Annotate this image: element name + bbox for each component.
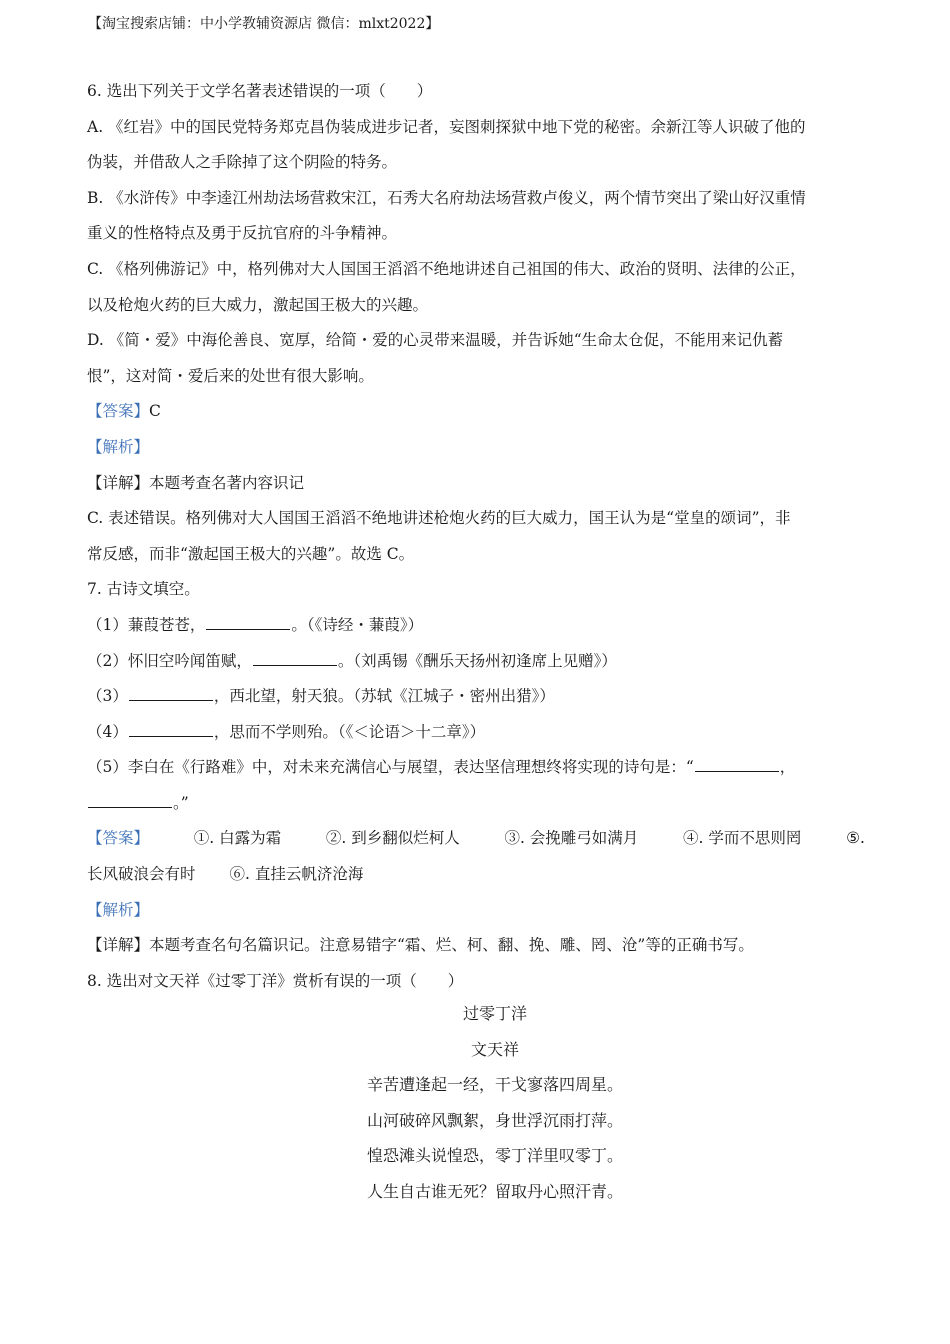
q7-item-5-line1	[87, 751, 867, 787]
q7-item-5-line2	[87, 787, 867, 823]
analysis-label: 【解析】	[87, 437, 150, 456]
fill-blank	[129, 722, 213, 737]
q6-option-a-line2: 伪装，并借敌人之手除掉了这个阴险的特务。	[87, 153, 398, 172]
poem-author: 文天祥	[470, 1039, 519, 1059]
q6-explanation-line2: 常反感，而非“激起国王极大的兴趣”。故选 C。	[87, 544, 415, 563]
q7-item-3	[87, 680, 867, 716]
q7-answer-1: ①. 白露为霜	[193, 829, 282, 848]
analysis-label: 【解析】	[87, 900, 150, 919]
q6-stem: 6. 选出下列关于文学名著表述错误的一项（ ）	[87, 82, 433, 100]
poem-line: 辛苦遭逢起一经，干戈寥落四周星。	[366, 1075, 623, 1095]
fill-blank	[695, 757, 779, 772]
q7-answer-6: ⑥. 直挂云帆济沧海	[229, 865, 364, 884]
q8-stem: 8. 选出对文天祥《过零丁洋》赏析有误的一项（ ）	[87, 971, 464, 990]
q7-item-4-text: ，思而不学则殆。（《＜论语＞十二章》）	[213, 722, 486, 741]
answer-label: 【答案】	[87, 829, 150, 848]
q7-item-1-text: （1）蒹葭苍苍，	[87, 615, 206, 634]
fill-blank	[253, 651, 337, 666]
q7-item-1-source: 。（《诗经・蒹葭》）	[291, 615, 424, 634]
question-content	[87, 75, 867, 1000]
q6-option-b-line1: B. 《水浒传》中李逵江州劫法场营救宋江，石秀大名府劫法场营救卢俊义，两个情节突出了梁山好汉重情	[87, 188, 806, 207]
q7-detail: 【详解】本题考查名句名篇识记。注意易错字“霜、烂、柯、翻、挽、雕、罔、沧”等的正确书写。	[87, 936, 754, 955]
q7-item-5-comma: ，	[779, 758, 796, 777]
q6-explanation-line1: C. 表述错误。格列佛对大人国国王滔滔不绝地讲述枪炮火药的巨大威力，国王认为是“堂皇的颂词”，非	[87, 509, 791, 528]
q6-option-c-line1: C. 《格列佛游记》中，格列佛对大人国国王滔滔不绝地讲述自己祖国的伟大、政治的贤明、法律的公正，	[87, 259, 806, 278]
q7-answer-line1	[87, 822, 865, 858]
q6-detail: 【详解】本题考查名著内容识记	[87, 473, 305, 492]
q7-item-5-text: （5）李白在《行路难》中，对未来充满信心与展望，表达坚信理想终将实现的诗句是：“	[87, 758, 694, 777]
fill-blank	[129, 686, 213, 701]
fill-blank	[88, 793, 172, 808]
q7-answer-2: ②. 到乡翻似烂柯人	[325, 829, 460, 848]
poem-line: 山河破碎风飘絮，身世浮沉雨打萍。	[366, 1110, 623, 1130]
q6-option-a-line1: A. 《红岩》中的国民党特务郑克昌伪装成进步记者，妄图刺探狱中地下党的秘密。余新江等人识破了他的	[87, 117, 806, 136]
q7-item-4	[87, 716, 867, 752]
q7-answer-line2	[87, 858, 867, 894]
q7-answer-3: ③. 会挽雕弓如满月	[504, 829, 639, 848]
store-header: 【淘宝搜索店铺：中小学教辅资源店 微信：mlxt2022】	[88, 16, 440, 32]
q6-analysis-label	[87, 431, 867, 467]
q7-item-3-number: （3）	[87, 687, 128, 706]
q6-option-d-line2: 恨”，这对简・爱后来的处世有很大影响。	[87, 366, 374, 385]
q7-item-5-end: 。”	[173, 793, 189, 812]
q6-option-c-line2: 以及枪炮火药的巨大威力，激起国王极大的兴趣。	[87, 295, 429, 314]
q7-item-3-text: ，西北望，射天狼。（苏轼《江城子・密州出猎》）	[213, 687, 555, 706]
q7-item-1	[87, 609, 867, 645]
q6-answer-value: C	[149, 402, 161, 421]
q7-analysis-label	[87, 894, 867, 930]
poem-title: 过零丁洋	[462, 1004, 527, 1023]
q7-answer-5: 长风破浪会有时	[87, 865, 196, 884]
q7-item-4-number: （4）	[87, 722, 128, 741]
fill-blank	[206, 615, 290, 630]
q6-option-b-line2: 重义的性格特点及勇于反抗官府的斗争精神。	[87, 224, 398, 243]
q7-item-2	[87, 645, 867, 681]
q6-option-d-line1: D. 《简・爱》中海伦善良、宽厚，给简・爱的心灵带来温暖，并告诉她“生命太仓促，不能用来记仇蓄	[87, 331, 784, 350]
q7-answer-5-number: ⑤.	[846, 829, 865, 848]
poem-line: 人生自古谁无死？留取丹心照汗青。	[366, 1181, 623, 1201]
q7-answer-4: ④. 学而不思则罔	[683, 829, 802, 848]
q7-item-2-text: （2）怀旧空吟闻笛赋，	[87, 651, 252, 670]
poem-block	[290, 998, 700, 1212]
answer-label: 【答案】	[87, 402, 150, 421]
poem-line: 惶恐滩头说惶恐，零丁洋里叹零丁。	[366, 1146, 623, 1166]
q6-answer	[87, 395, 867, 431]
q7-item-2-source: 。（刘禹锡《酬乐天扬州初逢席上见赠》）	[337, 651, 617, 670]
q7-stem: 7. 古诗文填空。	[87, 580, 200, 599]
